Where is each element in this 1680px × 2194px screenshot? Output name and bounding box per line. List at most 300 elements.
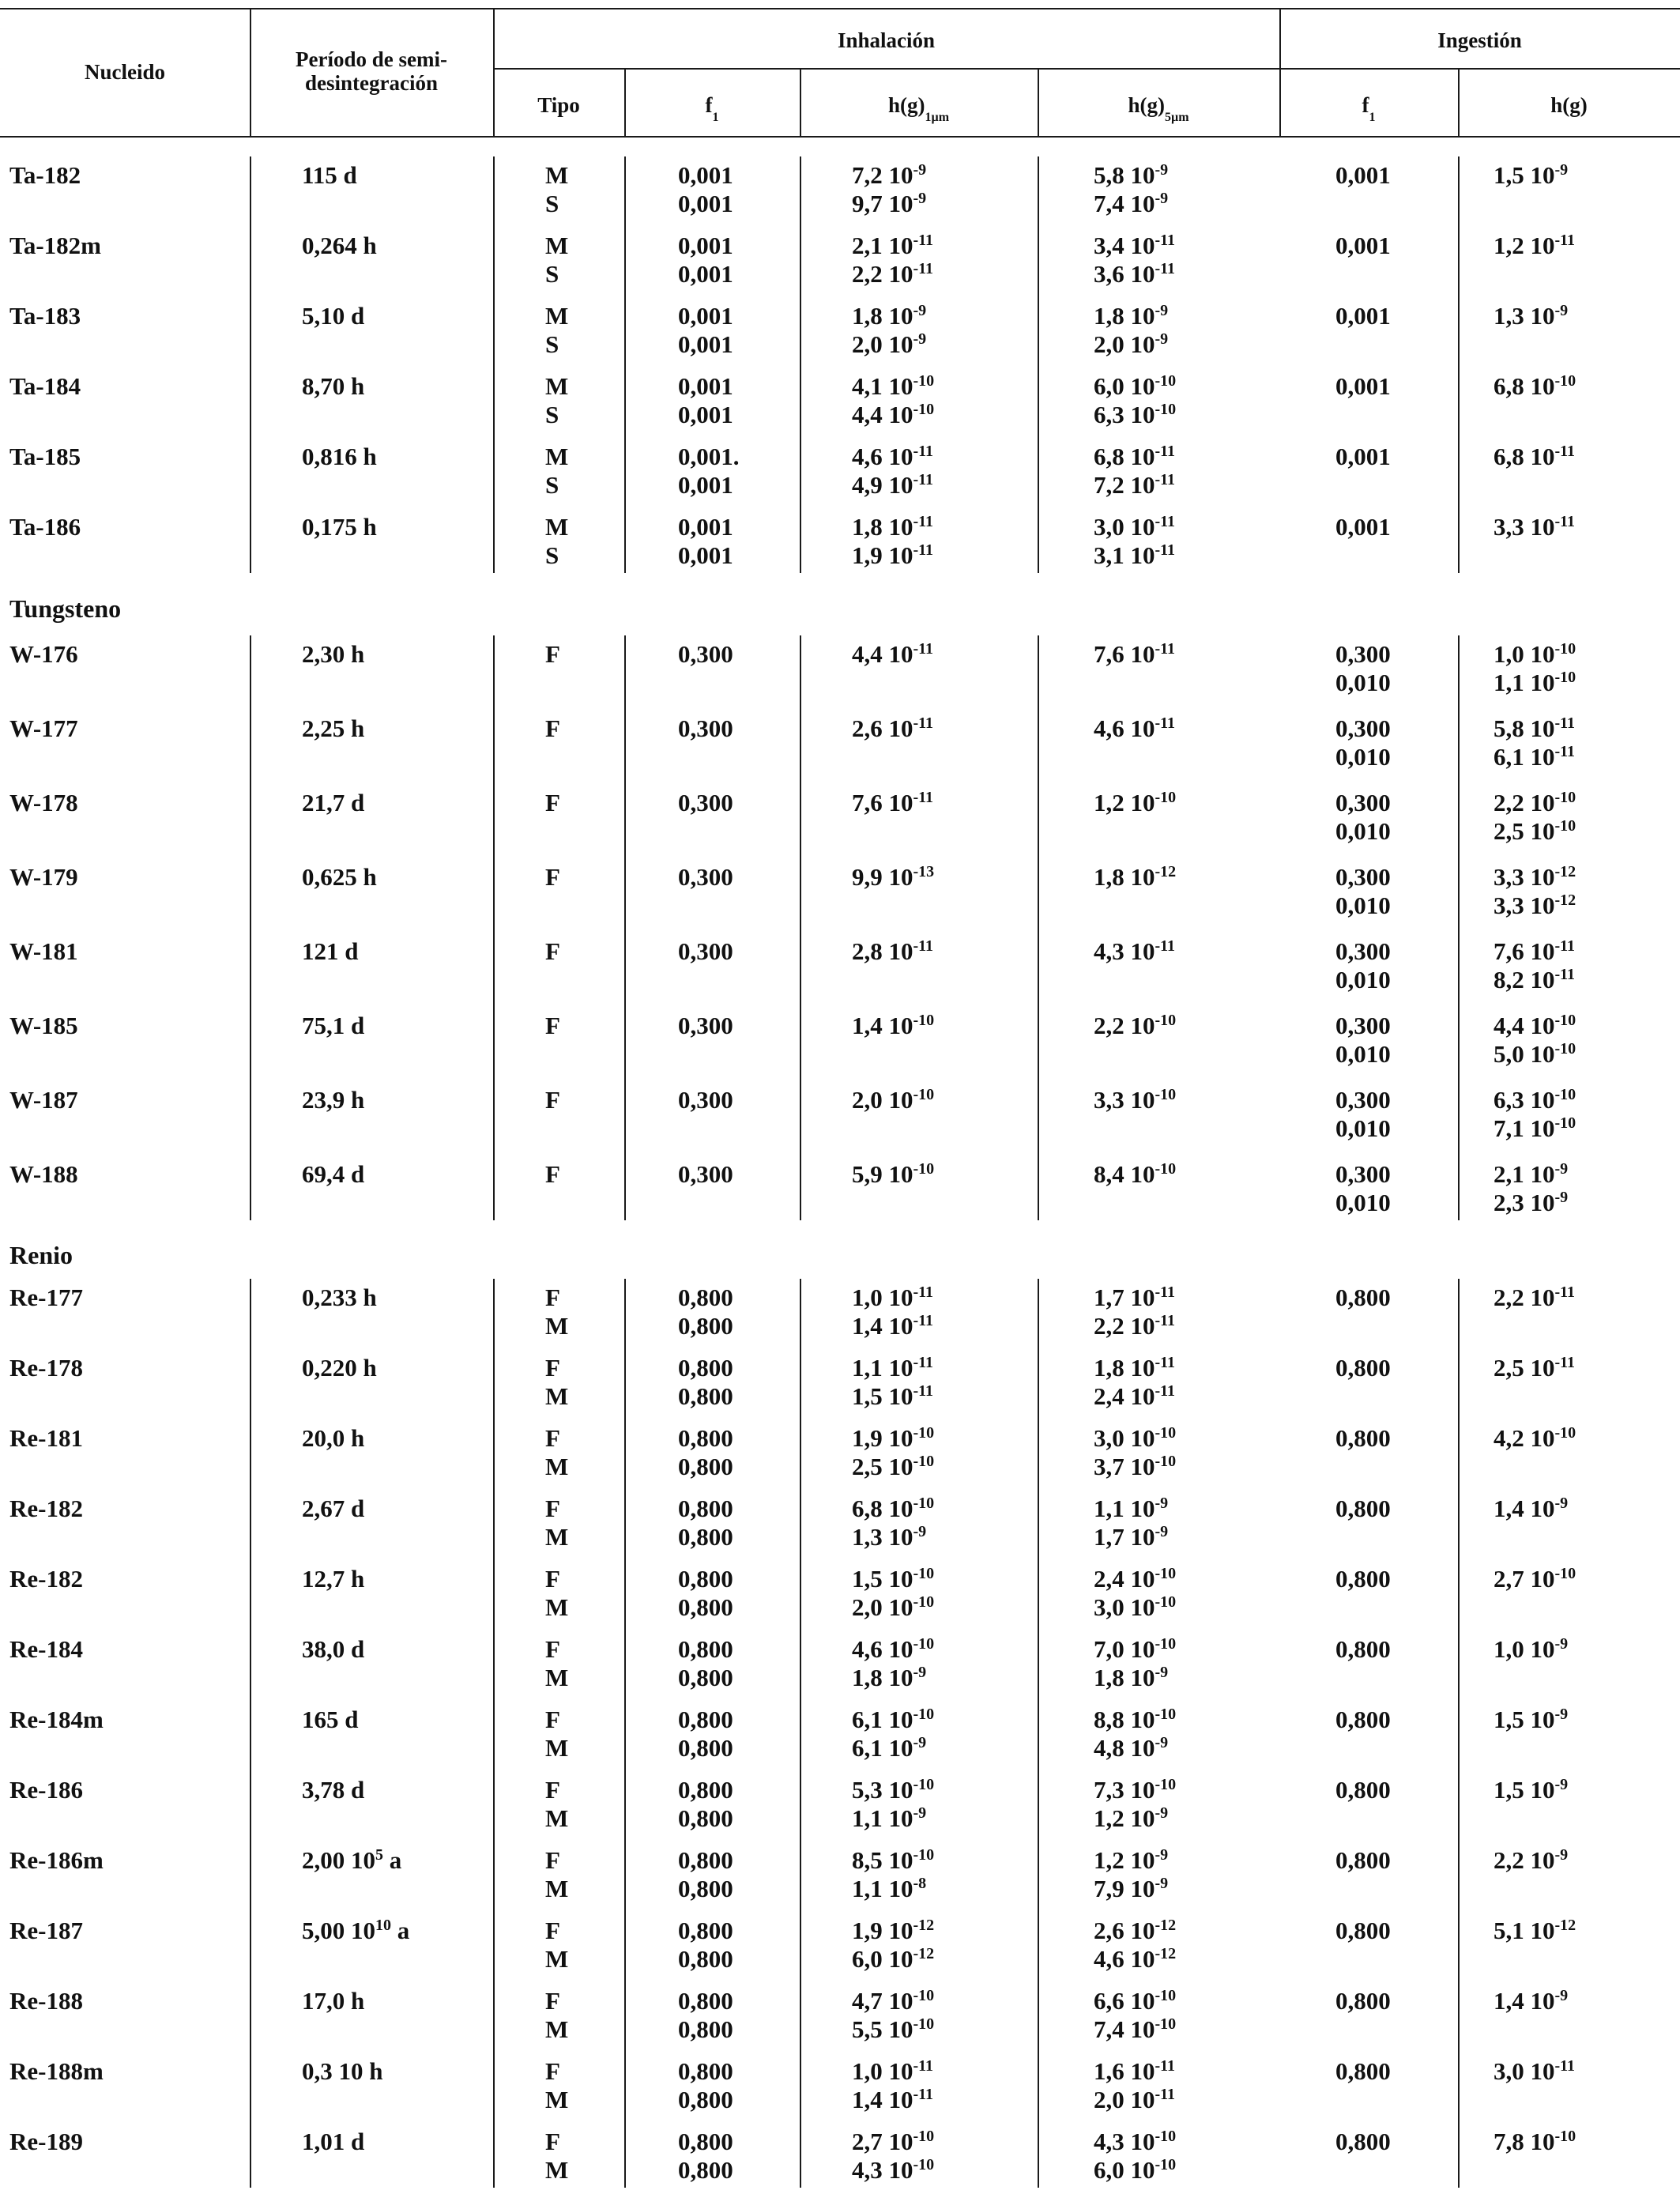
column-separator	[800, 1279, 801, 2188]
half-life-cell: 1,01 d	[302, 2128, 365, 2155]
half-life-cell: 23,9 h	[302, 1086, 365, 1114]
ingestion-f1-cell: 0,800	[1335, 1354, 1391, 1382]
nuclide-cell: Ta-182m	[9, 232, 101, 259]
nuclide-cell: W-185	[9, 1012, 78, 1039]
h-5um-cell: 5,8 $10^{-9}$	[1094, 161, 1169, 189]
ingestion-h-cell: 1,5 $10^{-9}$	[1494, 1776, 1569, 1804]
ingestion-h-cell: 1,0 $10^{-10}$	[1494, 640, 1576, 668]
nuclide-cell: W-187	[9, 1086, 78, 1114]
h-1um-cell: 1,9 $10^{-11}$	[852, 541, 934, 569]
absorption-type-cell: F	[545, 1987, 560, 2015]
column-separator	[250, 156, 251, 573]
header-inhalacion: Inhalación	[837, 28, 936, 52]
nuclide-cell: Re-188m	[9, 2057, 104, 2085]
ingestion-h-cell: 3,0 $10^{-11}$	[1494, 2057, 1576, 2085]
ingestion-h-cell: 8,2 $10^{-11}$	[1494, 966, 1576, 993]
ingestion-f1-cell: 0,001	[1335, 232, 1391, 259]
h-5um-cell: 8,8 $10^{-10}$	[1094, 1706, 1177, 1733]
h-5um-cell: 7,4 $10^{-9}$	[1094, 190, 1169, 217]
column-separator	[1458, 1279, 1460, 2188]
h-5um-cell: 3,4 $10^{-11}$	[1094, 232, 1176, 259]
h-1um-cell: 1,1 $10^{-8}$	[852, 1875, 927, 1902]
nuclide-cell: Re-184	[9, 1635, 83, 1663]
ingestion-h-cell: 7,8 $10^{-10}$	[1494, 2128, 1576, 2155]
ingestion-h-cell: 2,2 $10^{-9}$	[1494, 1846, 1569, 1874]
inhalation-f1-cell: 0,001	[678, 190, 733, 217]
ingestion-f1-cell: 0,300	[1335, 863, 1391, 891]
inhalation-f1-cell: 0,800	[678, 1382, 733, 1410]
h-5um-cell: 6,8 $10^{-11}$	[1094, 443, 1176, 470]
h-1um-cell: 6,1 $10^{-9}$	[852, 1734, 927, 1762]
ingestion-f1-cell: 0,300	[1335, 1160, 1391, 1188]
h-1um-cell: 4,9 $10^{-11}$	[852, 471, 934, 499]
h-1um-cell: 1,9 $10^{-10}$	[852, 1424, 935, 1452]
ingestion-f1-cell: 0,001	[1335, 443, 1391, 470]
h-5um-cell: 8,4 $10^{-10}$	[1094, 1160, 1177, 1188]
inhalation-f1-cell: 0,800	[678, 1846, 733, 1874]
header-nucleido: Nucleido	[84, 60, 165, 84]
absorption-type-cell: M	[545, 1734, 569, 1762]
ingestion-f1-cell: 0,010	[1335, 966, 1391, 993]
half-life-cell: 75,1 d	[302, 1012, 365, 1039]
h-1um-cell: 2,1 $10^{-11}$	[852, 232, 934, 259]
h-5um-cell: 2,2 $10^{-11}$	[1094, 1312, 1176, 1340]
ingestion-f1-cell: 0,800	[1335, 1846, 1391, 1874]
h-5um-cell: 3,7 $10^{-10}$	[1094, 1453, 1177, 1480]
column-separator	[624, 1279, 626, 2188]
nuclide-cell: W-176	[9, 640, 78, 668]
ingestion-f1-cell: 0,010	[1335, 817, 1391, 845]
half-life-cell: 2,67 d	[302, 1495, 365, 1522]
ingestion-f1-cell: 0,001	[1335, 161, 1391, 189]
h-5um-cell: 1,8 $10^{-11}$	[1094, 1354, 1176, 1382]
inhalation-f1-cell: 0,001.	[678, 443, 740, 470]
h-1um-cell: 2,2 $10^{-11}$	[852, 260, 934, 288]
inhalation-f1-cell: 0,800	[678, 1734, 733, 1762]
h-5um-cell: 2,4 $10^{-10}$	[1094, 1565, 1177, 1593]
header-h-1um: $h(g)_{1\mu m}$	[887, 93, 950, 125]
header-h-ingestion: h(g)	[1550, 93, 1588, 117]
absorption-type-cell: F	[545, 1086, 560, 1114]
inhalation-f1-cell: 0,800	[678, 1917, 733, 1944]
h-1um-cell: 1,8 $10^{-9}$	[852, 1664, 927, 1691]
absorption-type-cell: M	[545, 1593, 569, 1621]
h-1um-cell: 5,9 $10^{-10}$	[852, 1160, 935, 1188]
h-1um-cell: 2,0 $10^{-10}$	[852, 1593, 935, 1621]
nuclide-cell: Re-181	[9, 1424, 83, 1452]
half-life-cell: 5,10 d	[302, 302, 365, 330]
h-5um-cell: 6,6 $10^{-10}$	[1094, 1987, 1177, 2015]
column-separator	[250, 1279, 251, 2188]
h-1um-cell: 4,6 $10^{-11}$	[852, 443, 934, 470]
absorption-type-cell: M	[545, 1453, 569, 1480]
ingestion-h-cell: 2,3 $10^{-9}$	[1494, 1189, 1569, 1216]
inhalation-f1-cell: 0,800	[678, 1664, 733, 1691]
absorption-type-cell: F	[545, 2128, 560, 2155]
ingestion-h-cell: 1,2 $10^{-11}$	[1494, 232, 1576, 259]
column-separator	[493, 156, 495, 573]
ingestion-h-cell: 2,1 $10^{-9}$	[1494, 1160, 1569, 1188]
absorption-type-cell: S	[545, 401, 559, 428]
nuclide-cell: Ta-186	[9, 513, 81, 541]
h-5um-cell: 2,2 $10^{-10}$	[1094, 1012, 1177, 1039]
absorption-type-cell: F	[545, 1012, 560, 1039]
inhalation-f1-cell: 0,800	[678, 1354, 733, 1382]
column-separator	[1038, 156, 1039, 573]
absorption-type-cell: F	[545, 640, 560, 668]
half-life-cell: 2,25 h	[302, 714, 365, 742]
h-5um-cell: 6,0 $10^{-10}$	[1094, 2156, 1177, 2184]
nuclide-cell: Re-182	[9, 1495, 83, 1522]
inhalation-f1-cell: 0,800	[678, 1945, 733, 1973]
h-5um-cell: 3,0 $10^{-11}$	[1094, 513, 1176, 541]
h-1um-cell: 9,7 $10^{-9}$	[852, 190, 927, 217]
half-life-cell: 0,816 h	[302, 443, 377, 470]
inhalation-f1-cell: 0,001	[678, 260, 733, 288]
h-5um-cell: 3,0 $10^{-10}$	[1094, 1593, 1177, 1621]
h-1um-cell: 1,9 $10^{-12}$	[852, 1917, 935, 1944]
inhalation-f1-cell: 0,800	[678, 1776, 733, 1804]
h-1um-cell: 1,0 $10^{-11}$	[852, 2057, 934, 2085]
ingestion-h-cell: 7,1 $10^{-10}$	[1494, 1114, 1576, 1142]
absorption-type-cell: F	[545, 863, 560, 891]
ingestion-h-cell: 3,3 $10^{-12}$	[1494, 863, 1576, 891]
inhalation-f1-cell: 0,800	[678, 1804, 733, 1832]
half-life-cell: 38,0 d	[302, 1635, 365, 1663]
h-1um-cell: 1,8 $10^{-11}$	[852, 513, 934, 541]
nuclide-cell: W-181	[9, 937, 78, 965]
h-5um-cell: 1,1 $10^{-9}$	[1094, 1495, 1169, 1522]
inhalation-f1-cell: 0,800	[678, 1593, 733, 1621]
ingestion-h-cell: 6,3 $10^{-10}$	[1494, 1086, 1576, 1114]
h-1um-cell: 1,4 $10^{-11}$	[852, 2086, 934, 2113]
nuclide-cell: W-177	[9, 714, 78, 742]
inhalation-f1-cell: 0,300	[678, 714, 733, 742]
ingestion-f1-cell: 0,010	[1335, 669, 1391, 696]
h-5um-cell: 1,8 $10^{-12}$	[1094, 863, 1177, 891]
h-1um-cell: 6,1 $10^{-10}$	[852, 1706, 935, 1733]
nuclide-cell: Re-177	[9, 1284, 83, 1311]
ingestion-h-cell: 1,5 $10^{-9}$	[1494, 1706, 1569, 1733]
inhalation-f1-cell: 0,300	[678, 937, 733, 965]
ingestion-h-cell: 2,5 $10^{-10}$	[1494, 817, 1576, 845]
inhalation-f1-cell: 0,800	[678, 1987, 733, 2015]
ingestion-h-cell: 2,7 $10^{-10}$	[1494, 1565, 1576, 1593]
column-separator	[624, 635, 626, 1220]
inhalation-f1-cell: 0,300	[678, 789, 733, 816]
half-life-cell: 3,78 d	[302, 1776, 365, 1804]
h-1um-cell: 2,7 $10^{-10}$	[852, 2128, 935, 2155]
absorption-type-cell: F	[545, 1706, 560, 1733]
half-life-cell: 0,264 h	[302, 232, 377, 259]
header-tipo: Tipo	[537, 93, 580, 117]
header-h-5um: $h(g)_{5\mu m}$	[1128, 93, 1189, 125]
half-life-cell: 20,0 h	[302, 1424, 365, 1452]
ingestion-f1-cell: 0,001	[1335, 513, 1391, 541]
h-1um-cell: 8,5 $10^{-10}$	[852, 1846, 935, 1874]
h-1um-cell: 6,0 $10^{-12}$	[852, 1945, 935, 1973]
absorption-type-cell: F	[545, 1354, 560, 1382]
ingestion-f1-cell: 0,300	[1335, 1012, 1391, 1039]
column-separator	[624, 156, 626, 573]
h-1um-cell: 7,2 $10^{-9}$	[852, 161, 927, 189]
half-life-cell: 121 d	[302, 937, 359, 965]
inhalation-f1-cell: 0,300	[678, 1012, 733, 1039]
h-1um-cell: 2,0 $10^{-10}$	[852, 1086, 935, 1114]
ingestion-h-cell: 6,8 $10^{-10}$	[1494, 372, 1576, 400]
nuclide-cell: Re-182	[9, 1565, 83, 1593]
ingestion-f1-cell: 0,800	[1335, 1706, 1391, 1733]
inhalation-f1-cell: 0,001	[678, 471, 733, 499]
nuclide-cell: Ta-182	[9, 161, 81, 189]
inhalation-f1-cell: 0,001	[678, 513, 733, 541]
absorption-type-cell: M	[545, 1664, 569, 1691]
absorption-type-cell: M	[545, 1875, 569, 1902]
column-separator	[1458, 156, 1460, 573]
h-5um-cell: 1,2 $10^{-9}$	[1094, 1846, 1169, 1874]
header-middle-rule	[493, 68, 1680, 70]
ingestion-f1-cell: 0,300	[1335, 640, 1391, 668]
h-1um-cell: 2,8 $10^{-11}$	[852, 937, 934, 965]
half-life-cell: 0,175 h	[302, 513, 377, 541]
ingestion-f1-cell: 0,800	[1335, 1987, 1391, 2015]
half-life-cell: 0,233 h	[302, 1284, 377, 1311]
absorption-type-cell: M	[545, 2086, 569, 2113]
ingestion-f1-cell: 0,800	[1335, 1495, 1391, 1522]
ingestion-h-cell: 4,2 $10^{-10}$	[1494, 1424, 1576, 1452]
ingestion-h-cell: 1,4 $10^{-9}$	[1494, 1495, 1569, 1522]
absorption-type-cell: M	[545, 1945, 569, 1973]
absorption-type-cell: M	[545, 1382, 569, 1410]
inhalation-f1-cell: 0,001	[678, 401, 733, 428]
ingestion-h-cell: 1,5 $10^{-9}$	[1494, 161, 1569, 189]
nuclide-cell: Re-184m	[9, 1706, 104, 1733]
inhalation-f1-cell: 0,300	[678, 640, 733, 668]
absorption-type-cell: S	[545, 260, 559, 288]
inhalation-f1-cell: 0,800	[678, 1565, 733, 1593]
header-f1-inhalation: $f_1$	[705, 93, 719, 125]
h-5um-cell: 3,1 $10^{-11}$	[1094, 541, 1176, 569]
half-life-cell: 115 d	[302, 161, 357, 189]
half-life-cell: 17,0 h	[302, 1987, 365, 2015]
ingestion-h-cell: 3,3 $10^{-11}$	[1494, 513, 1576, 541]
ingestion-f1-cell: 0,800	[1335, 1635, 1391, 1663]
inhalation-f1-cell: 0,800	[678, 1706, 733, 1733]
h-5um-cell: 7,6 $10^{-11}$	[1094, 640, 1176, 668]
ingestion-h-cell: 2,2 $10^{-10}$	[1494, 789, 1576, 816]
column-separator	[493, 635, 495, 1220]
ingestion-f1-cell: 0,800	[1335, 2128, 1391, 2155]
nuclide-cell: Re-178	[9, 1354, 83, 1382]
h-1um-cell: 9,9 $10^{-13}$	[852, 863, 935, 891]
half-life-cell: 69,4 d	[302, 1160, 365, 1188]
header-f1-ingestion: $f_1$	[1362, 93, 1376, 125]
h-1um-cell: 1,5 $10^{-10}$	[852, 1565, 935, 1593]
inhalation-f1-cell: 0,001	[678, 330, 733, 358]
h-1um-cell: 1,1 $10^{-11}$	[852, 1354, 934, 1382]
ingestion-f1-cell: 0,800	[1335, 1565, 1391, 1593]
nuclide-cell: Re-189	[9, 2128, 83, 2155]
h-5um-cell: 1,7 $10^{-11}$	[1094, 1284, 1176, 1311]
header-bottom-rule	[0, 136, 1680, 138]
ingestion-h-cell: 6,8 $10^{-11}$	[1494, 443, 1576, 470]
ingestion-f1-cell: 0,800	[1335, 1284, 1391, 1311]
h-5um-cell: 2,4 $10^{-11}$	[1094, 1382, 1176, 1410]
h-5um-cell: 3,0 $10^{-10}$	[1094, 1424, 1177, 1452]
h-5um-cell: 6,0 $10^{-10}$	[1094, 372, 1177, 400]
h-1um-cell: 4,6 $10^{-10}$	[852, 1635, 935, 1663]
h-5um-cell: 4,3 $10^{-11}$	[1094, 937, 1176, 965]
ingestion-f1-cell: 0,300	[1335, 1086, 1391, 1114]
absorption-type-cell: M	[545, 1523, 569, 1551]
inhalation-f1-cell: 0,800	[678, 1284, 733, 1311]
ingestion-h-cell: 1,3 $10^{-9}$	[1494, 302, 1569, 330]
inhalation-f1-cell: 0,800	[678, 1312, 733, 1340]
absorption-type-cell: F	[545, 937, 560, 965]
h-1um-cell: 4,3 $10^{-10}$	[852, 2156, 935, 2184]
nuclide-cell: W-179	[9, 863, 78, 891]
h-5um-cell: 1,8 $10^{-9}$	[1094, 1664, 1169, 1691]
nuclide-cell: Ta-185	[9, 443, 81, 470]
ingestion-f1-cell: 0,010	[1335, 1040, 1391, 1068]
inhalation-f1-cell: 0,001	[678, 161, 733, 189]
inhalation-f1-cell: 0,001	[678, 541, 733, 569]
ingestion-h-cell: 3,3 $10^{-12}$	[1494, 892, 1576, 919]
absorption-type-cell: F	[545, 1565, 560, 1593]
absorption-type-cell: F	[545, 1424, 560, 1452]
h-5um-cell: 3,3 $10^{-10}$	[1094, 1086, 1177, 1114]
ingestion-f1-cell: 0,800	[1335, 1917, 1391, 1944]
ingestion-f1-cell: 0,300	[1335, 937, 1391, 965]
inhalation-f1-cell: 0,800	[678, 1875, 733, 1902]
half-life-cell: 5,00 $10^{10}$ a	[302, 1917, 410, 1944]
h-5um-cell: 1,6 $10^{-11}$	[1094, 2057, 1176, 2085]
inhalation-f1-cell: 0,800	[678, 2156, 733, 2184]
h-1um-cell: 1,4 $10^{-10}$	[852, 1012, 935, 1039]
ingestion-f1-cell: 0,300	[1335, 714, 1391, 742]
absorption-type-cell: M	[545, 232, 569, 259]
ingestion-f1-cell: 0,800	[1335, 2057, 1391, 2085]
h-1um-cell: 2,6 $10^{-11}$	[852, 714, 934, 742]
column-separator	[493, 1279, 495, 2188]
absorption-type-cell: M	[545, 443, 569, 470]
nuclide-cell: Re-186	[9, 1776, 83, 1804]
column-separator	[1038, 1279, 1039, 2188]
h-1um-cell: 5,3 $10^{-10}$	[852, 1776, 935, 1804]
h-5um-cell: 1,7 $10^{-9}$	[1094, 1523, 1169, 1551]
half-life-cell: 0,625 h	[302, 863, 377, 891]
ingestion-h-cell: 2,2 $10^{-11}$	[1494, 1284, 1576, 1311]
half-life-cell: 12,7 h	[302, 1565, 365, 1593]
absorption-type-cell: M	[545, 1312, 569, 1340]
column-separator	[1038, 635, 1039, 1220]
nuclide-cell: Ta-183	[9, 302, 81, 330]
h-5um-cell: 2,0 $10^{-11}$	[1094, 2086, 1176, 2113]
h-1um-cell: 7,6 $10^{-11}$	[852, 789, 934, 816]
inhalation-f1-cell: 0,001	[678, 302, 733, 330]
h-1um-cell: 6,8 $10^{-10}$	[852, 1495, 935, 1522]
h-1um-cell: 2,0 $10^{-9}$	[852, 330, 927, 358]
absorption-type-cell: M	[545, 2015, 569, 2043]
inhalation-f1-cell: 0,800	[678, 2128, 733, 2155]
h-5um-cell: 6,3 $10^{-10}$	[1094, 401, 1177, 428]
ingestion-h-cell: 5,0 $10^{-10}$	[1494, 1040, 1576, 1068]
inhalation-f1-cell: 0,800	[678, 1523, 733, 1551]
h-5um-cell: 1,2 $10^{-10}$	[1094, 789, 1177, 816]
absorption-type-cell: F	[545, 1284, 560, 1311]
header-top-rule	[0, 8, 1680, 9]
ingestion-h-cell: 4,4 $10^{-10}$	[1494, 1012, 1576, 1039]
inhalation-f1-cell: 0,001	[678, 372, 733, 400]
absorption-type-cell: F	[545, 789, 560, 816]
header-periodo: Período de semi-desintegración	[296, 47, 447, 95]
header-ingestion: Ingestión	[1437, 28, 1522, 52]
nuclide-cell: Re-187	[9, 1917, 83, 1944]
h-5um-cell: 4,8 $10^{-9}$	[1094, 1734, 1169, 1762]
column-separator	[800, 635, 801, 1220]
group-title: Tungsteno	[9, 594, 122, 623]
half-life-cell: 2,00 $10^5$ a	[302, 1846, 402, 1874]
h-5um-cell: 7,9 $10^{-9}$	[1094, 1875, 1169, 1902]
inhalation-f1-cell: 0,800	[678, 1424, 733, 1452]
h-5um-cell: 1,2 $10^{-9}$	[1094, 1804, 1169, 1832]
ingestion-f1-cell: 0,010	[1335, 892, 1391, 919]
column-separator	[250, 635, 251, 1220]
ingestion-h-cell: 7,6 $10^{-11}$	[1494, 937, 1576, 965]
absorption-type-cell: F	[545, 1776, 560, 1804]
h-5um-cell: 7,3 $10^{-10}$	[1094, 1776, 1177, 1804]
absorption-type-cell: S	[545, 471, 559, 499]
inhalation-f1-cell: 0,800	[678, 1495, 733, 1522]
header-divider	[250, 8, 251, 136]
h-5um-cell: 2,0 $10^{-9}$	[1094, 330, 1169, 358]
h-1um-cell: 5,5 $10^{-10}$	[852, 2015, 935, 2043]
h-1um-cell: 1,5 $10^{-11}$	[852, 1382, 934, 1410]
ingestion-f1-cell: 0,001	[1335, 302, 1391, 330]
absorption-type-cell: M	[545, 513, 569, 541]
h-5um-cell: 1,8 $10^{-9}$	[1094, 302, 1169, 330]
h-1um-cell: 4,1 $10^{-10}$	[852, 372, 935, 400]
h-5um-cell: 4,6 $10^{-11}$	[1094, 714, 1176, 742]
column-separator	[1458, 635, 1460, 1220]
ingestion-h-cell: 5,1 $10^{-12}$	[1494, 1917, 1576, 1944]
ingestion-h-cell: 2,5 $10^{-11}$	[1494, 1354, 1576, 1382]
ingestion-f1-cell: 0,300	[1335, 789, 1391, 816]
absorption-type-cell: F	[545, 1635, 560, 1663]
inhalation-f1-cell: 0,300	[678, 863, 733, 891]
half-life-cell: 2,30 h	[302, 640, 365, 668]
h-5um-cell: 2,6 $10^{-12}$	[1094, 1917, 1177, 1944]
absorption-type-cell: S	[545, 541, 559, 569]
absorption-type-cell: M	[545, 1804, 569, 1832]
h-1um-cell: 1,0 $10^{-11}$	[852, 1284, 934, 1311]
h-1um-cell: 4,4 $10^{-10}$	[852, 401, 935, 428]
h-5um-cell: 3,6 $10^{-11}$	[1094, 260, 1176, 288]
h-1um-cell: 1,3 $10^{-9}$	[852, 1523, 927, 1551]
absorption-type-cell: F	[545, 1917, 560, 1944]
ingestion-h-cell: 1,1 $10^{-10}$	[1494, 669, 1576, 696]
ingestion-f1-cell: 0,010	[1335, 743, 1391, 771]
nuclide-cell: Re-186m	[9, 1846, 104, 1874]
nuclide-cell: W-188	[9, 1160, 78, 1188]
absorption-type-cell: F	[545, 1495, 560, 1522]
inhalation-f1-cell: 0,001	[678, 232, 733, 259]
h-1um-cell: 1,1 $10^{-9}$	[852, 1804, 927, 1832]
ingestion-h-cell: 1,0 $10^{-9}$	[1494, 1635, 1569, 1663]
absorption-type-cell: S	[545, 190, 559, 217]
absorption-type-cell: M	[545, 372, 569, 400]
inhalation-f1-cell: 0,800	[678, 1635, 733, 1663]
